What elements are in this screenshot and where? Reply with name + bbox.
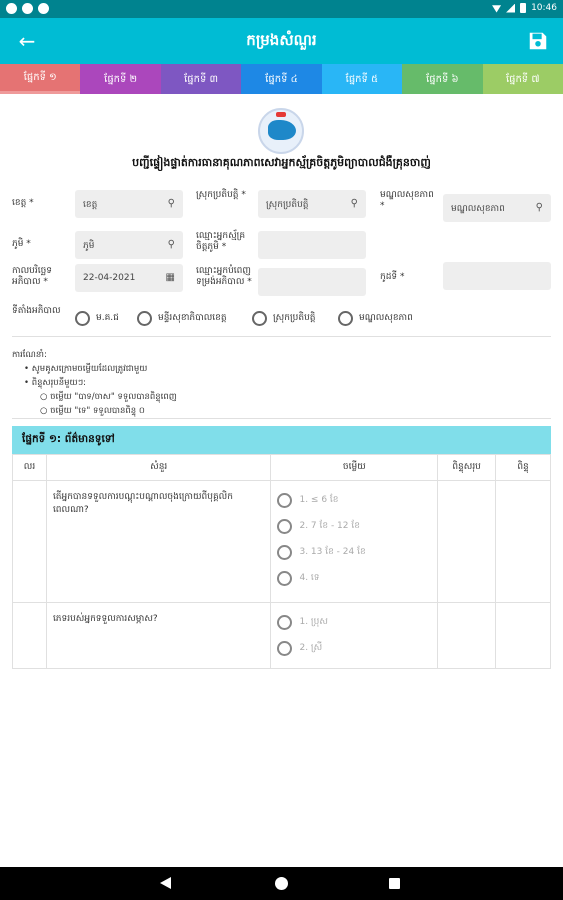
- instructions-heading: ការណែនាំ:: [12, 350, 47, 360]
- signal-icon: [506, 4, 515, 13]
- tab-part-4[interactable]: ផ្នែកទី ៤: [241, 64, 321, 94]
- search-icon: ⚲: [167, 239, 175, 250]
- tab-part-3[interactable]: ផ្នែកទី ៣: [161, 64, 241, 94]
- answer-cell: [271, 603, 438, 669]
- ministry-logo: [258, 108, 304, 154]
- health-center-select[interactable]: មណ្ឌលសុខភាព ⚲: [443, 194, 551, 222]
- app-bar: [0, 18, 563, 64]
- radio-circle: [277, 545, 292, 560]
- score-cell: [496, 481, 551, 603]
- village-label: ភូមិ *: [12, 239, 31, 249]
- col-header-question: សំនួរ: [46, 455, 271, 481]
- volunteer-label: ឈ្មោះអ្នកស្ម័គ្រចិត្តភូមិ *: [196, 231, 246, 252]
- level-radio-national[interactable]: ម.គ.ជ: [75, 311, 119, 326]
- question-text: តើអ្នកបានទទួលការបណ្តុះបណ្តាលចុងក្រោយពីបុគ្គលិកពេលណា?: [46, 481, 271, 603]
- radio-circle: [75, 311, 90, 326]
- battery-icon: [520, 3, 526, 13]
- instructions: [12, 348, 177, 418]
- nav-recents-icon[interactable]: [389, 878, 400, 889]
- volunteer-input[interactable]: [258, 231, 366, 259]
- village-select[interactable]: ភូមិ ⚲: [75, 231, 183, 259]
- radio-circle: [252, 311, 267, 326]
- question-text: ភេទរបស់អ្នកទទួលការសម្ភាស?: [46, 603, 271, 669]
- section-tabs: [0, 64, 563, 94]
- search-icon: ⚲: [167, 198, 175, 209]
- col-header-score: ពិន្ទុ: [496, 455, 551, 481]
- search-icon: ⚲: [350, 198, 358, 209]
- district-label: ស្រុកប្រតិបត្តិ *: [196, 190, 246, 200]
- max-score-cell: [438, 481, 496, 603]
- radio-circle: [277, 519, 292, 534]
- district-select[interactable]: ស្រុកប្រតិបត្តិ ⚲: [258, 190, 366, 218]
- tab-part-7[interactable]: ផ្នែកទី ៧: [483, 64, 563, 94]
- nav-back-icon[interactable]: [160, 877, 171, 889]
- answer-option[interactable]: 1. ប្រុស: [271, 609, 437, 635]
- level-radio-health-center[interactable]: មណ្ឌលសុខភាព: [338, 311, 413, 326]
- search-icon: ⚲: [535, 202, 543, 213]
- level-radio-province[interactable]: មន្ទីរសុខាភិបាលខេត្ត: [137, 311, 227, 326]
- divider: [12, 336, 551, 337]
- notification-icon: [6, 3, 17, 14]
- level-radio-district[interactable]: ស្រុកប្រតិបត្តិ: [252, 311, 316, 326]
- tab-part-1[interactable]: ផ្នែកទី ១: [0, 64, 80, 94]
- page-title: កម្រងសំណួរ: [246, 31, 317, 49]
- province-select[interactable]: ខេត្ត ⚲: [75, 190, 183, 218]
- table-header-row: [13, 455, 551, 481]
- supervisor-label: ឈ្មោះអ្នកបំពេញទម្រង់អភិបាល *: [196, 266, 252, 287]
- date-label: កាលបរិច្ឆេទអភិបាល *: [12, 266, 52, 287]
- table-row: [13, 603, 551, 669]
- notification-icon: [38, 3, 49, 14]
- section-header: ផ្នែកទី ១: ព័ត៌មានទូទៅ: [12, 426, 551, 454]
- notification-icons: [6, 3, 49, 14]
- radio-circle: [277, 641, 292, 656]
- arrow-left-icon[interactable]: ←: [18, 29, 36, 53]
- code-input[interactable]: [443, 262, 551, 290]
- instruction-subitem: ○ ចម្លើយ "ទេ" ទទួលបានពិន្ទុ ០: [40, 406, 145, 416]
- date-input[interactable]: 22-04-2021 ▦: [75, 264, 183, 292]
- answer-option[interactable]: 4. ទេ: [271, 565, 437, 591]
- question-table: [12, 454, 551, 669]
- instruction-subitem: ○ ចម្លើយ "បាទ/ចាស" ទទួលបានពិន្ទុពេញ: [40, 392, 177, 402]
- health-center-label: មណ្ឌលសុខភាព *: [380, 190, 434, 211]
- table-row: [13, 481, 551, 603]
- tab-part-2[interactable]: ផ្នែកទី ២: [80, 64, 160, 94]
- save-icon[interactable]: [527, 30, 549, 52]
- code-label: កូដទី *: [380, 272, 405, 282]
- radio-circle: [277, 571, 292, 586]
- tab-part-5[interactable]: ផ្នែកទី ៥: [322, 64, 402, 94]
- col-header-answer: ចម្លើយ: [271, 455, 438, 481]
- score-cell: [496, 603, 551, 669]
- radio-circle: [277, 615, 292, 630]
- row-number-cell: [13, 481, 47, 603]
- radio-circle: [137, 311, 152, 326]
- form-title: បញ្ជីផ្ទៀងផ្ទាត់ការធានាគុណភាពសេវាអ្នកស្ម័គ្រចិត្តភូមិព្យាបាលជំងឺគ្រុនចាញ់: [132, 156, 431, 169]
- wifi-icon: [492, 4, 501, 13]
- answer-option[interactable]: 3. 13 ខែ - 24 ខែ: [271, 539, 437, 565]
- calendar-icon[interactable]: ▦: [165, 272, 175, 283]
- col-header-no: លរ: [13, 455, 47, 481]
- answer-option[interactable]: 1. ≤ 6 ខែ: [271, 487, 437, 513]
- answer-cell: [271, 481, 438, 603]
- radio-circle: [277, 493, 292, 508]
- nav-home-icon[interactable]: [275, 877, 288, 890]
- col-header-max-score: ពិន្ទុសរុប: [438, 455, 496, 481]
- status-bar: [0, 0, 563, 18]
- level-label: ទីតាំងអភិបាល: [12, 306, 61, 316]
- instruction-item: • ពិន្ទុសរុបនីមួយៗ:: [24, 378, 87, 388]
- form-content: [0, 94, 563, 867]
- system-nav-bar: [0, 867, 563, 900]
- max-score-cell: [438, 603, 496, 669]
- tab-part-6[interactable]: ផ្នែកទី ៦: [402, 64, 482, 94]
- row-number-cell: [13, 603, 47, 669]
- radio-circle: [338, 311, 353, 326]
- answer-option[interactable]: 2. ស្រី: [271, 635, 437, 661]
- notification-icon: [22, 3, 33, 14]
- province-label: ខេត្ត *: [12, 198, 34, 208]
- answer-option[interactable]: 2. 7 ខែ - 12 ខែ: [271, 513, 437, 539]
- status-time: 10:46: [531, 3, 557, 13]
- divider: [12, 418, 551, 419]
- supervisor-input[interactable]: [258, 268, 366, 296]
- instruction-item: • សូមគូសក្រោមចម្លើយដែលត្រូវជាមួយ: [24, 364, 148, 374]
